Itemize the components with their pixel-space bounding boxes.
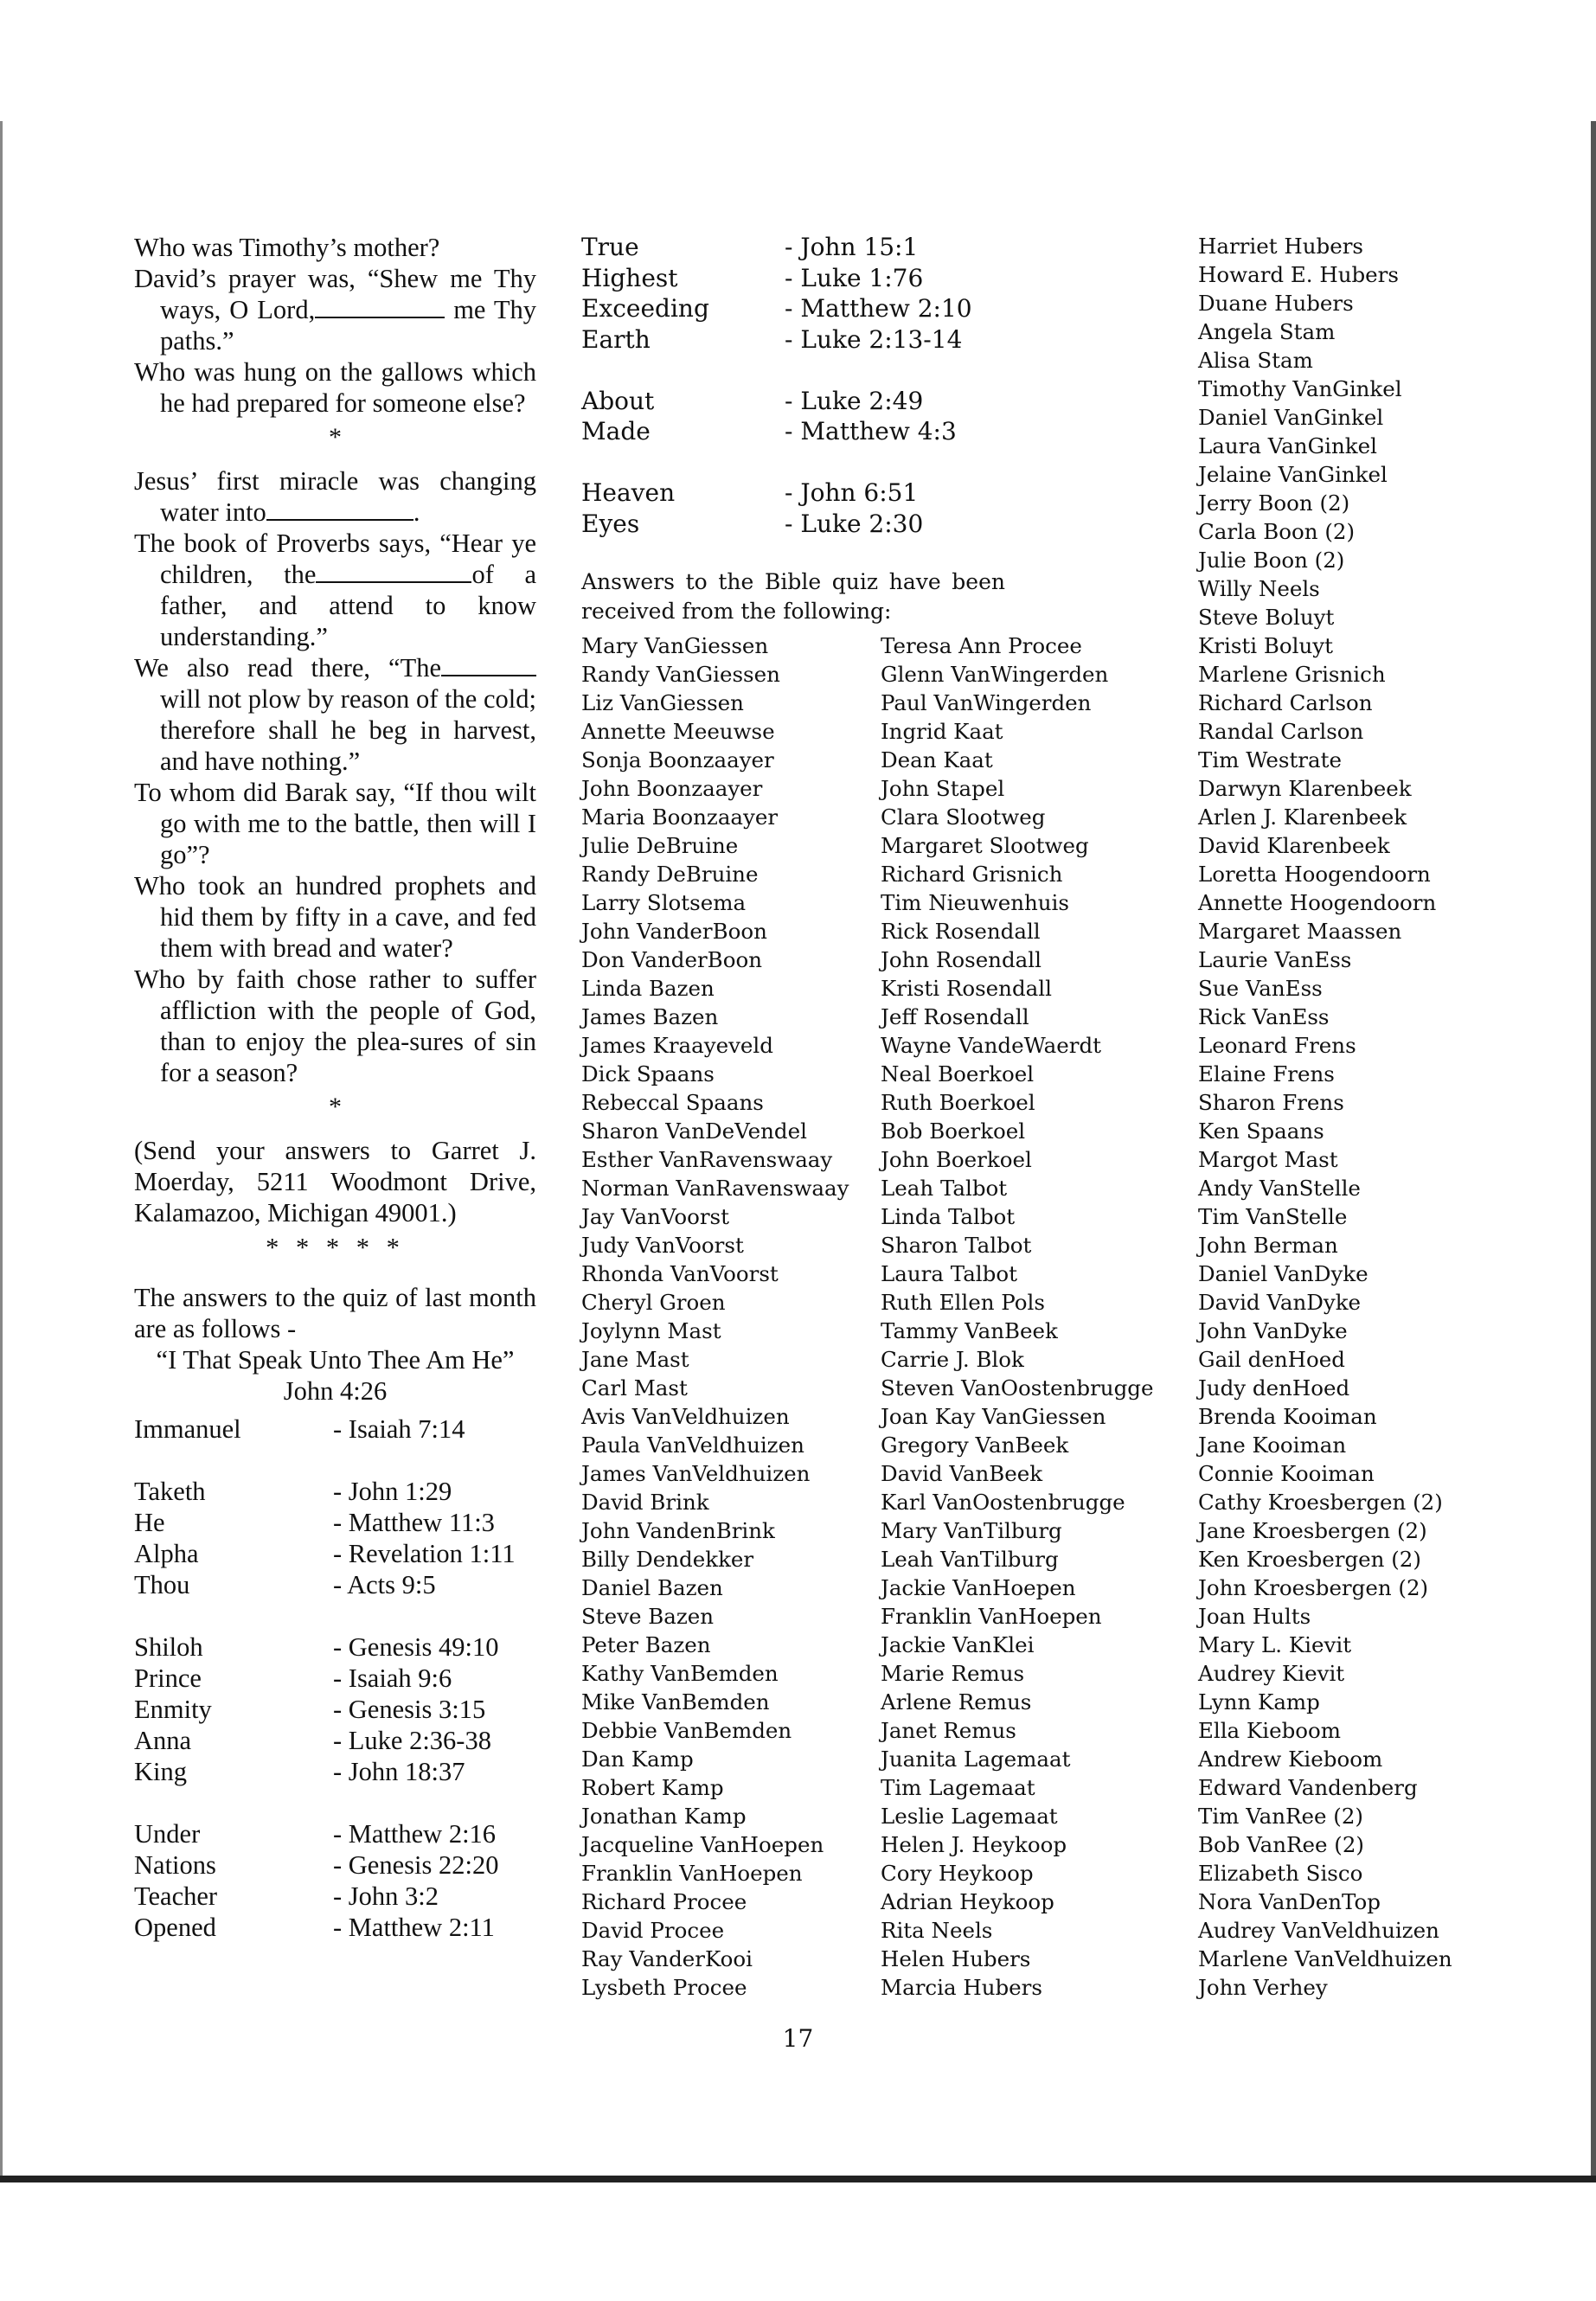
- answer-gap: [581, 355, 1031, 386]
- respondent-name: Randy DeBruine: [581, 862, 759, 887]
- respondent-name: Rick VanEss: [1198, 1004, 1330, 1029]
- respondent-name: David Klarenbeek: [1198, 833, 1390, 858]
- respondent-name: James VanVeldhuizen: [581, 1461, 811, 1486]
- answers-received-intro: Answers to the Bible quiz have been received from the following:: [581, 569, 1005, 624]
- respondent-name: Audrey VanVeldhuizen: [1198, 1918, 1439, 1943]
- respondent-name: Maria Boonzaayer: [581, 804, 779, 830]
- page-number: 17: [782, 2024, 814, 2053]
- respondent-name: Dean Kaat: [881, 747, 993, 772]
- answer-word: Highest: [581, 263, 678, 292]
- respondent-name: Randy VanGiessen: [581, 662, 780, 687]
- respondent-name: Avis VanVeldhuizen: [581, 1404, 790, 1429]
- respondent-name: Jonathan Kamp: [581, 1804, 747, 1829]
- answer-reference: - Luke 2:13-14: [785, 324, 963, 354]
- respondent-name: John VanderBoon: [581, 919, 767, 944]
- respondent-name: Jerry Boon (2): [1198, 490, 1350, 516]
- respondent-name: Mary VanGiessen: [581, 633, 769, 658]
- answer-gap: [134, 1600, 536, 1631]
- respondent-name: Andrew Kieboom: [1198, 1747, 1383, 1772]
- respondent-name: Willy Neels: [1198, 576, 1320, 601]
- respondent-name: Franklin VanHoepen: [881, 1604, 1102, 1629]
- respondent-name: Neal Boerkoel: [881, 1061, 1035, 1086]
- respondent-name: Juanita Lagemaat: [881, 1747, 1071, 1772]
- respondent-name: Rebeccal Spaans: [581, 1090, 764, 1115]
- respondent-name: Kathy VanBemden: [581, 1661, 779, 1686]
- answer-row: [581, 416, 1031, 447]
- respondent-name: Lysbeth Procee: [581, 1975, 747, 2000]
- respondent-name: Jane Mast: [581, 1347, 689, 1372]
- respondent-name: John VanDyke: [1198, 1318, 1348, 1343]
- respondent-name: Harriet Hubers: [1198, 234, 1363, 259]
- respondent-name: Don VanderBoon: [581, 947, 762, 972]
- respondent-name: Leonard Frens: [1198, 1033, 1356, 1058]
- page-edge-bottom: [0, 2176, 1596, 2182]
- answer-word: Exceeding: [581, 294, 709, 323]
- answer-reference: - Genesis 3:15: [333, 1695, 486, 1724]
- names-list-1: [581, 631, 849, 2002]
- respondent-name: John Boerkoel: [881, 1147, 1032, 1172]
- respondent-name: Gregory VanBeek: [881, 1433, 1069, 1458]
- answer-word: King: [134, 1757, 187, 1786]
- respondent-name: Rick Rosendall: [881, 919, 1041, 944]
- respondent-name: Andy VanStelle: [1198, 1176, 1361, 1201]
- respondent-name: Jane Kroesbergen (2): [1198, 1518, 1427, 1543]
- respondent-name: Robert Kamp: [581, 1775, 724, 1800]
- respondent-name: Tim VanStelle: [1198, 1204, 1348, 1229]
- respondent-name: Tim Nieuwenhuis: [881, 890, 1069, 915]
- answer-gap: [134, 1445, 536, 1476]
- quiz-question: To whom did Barak say, “If thou wilt go with me to the battle, then will I go”?: [134, 778, 536, 869]
- respondent-name: Bob Boerkoel: [881, 1118, 1026, 1144]
- respondent-name: Marie Remus: [881, 1661, 1025, 1686]
- answer-word: Taketh: [134, 1477, 206, 1506]
- respondent-name: Franklin VanHoepen: [581, 1861, 803, 1886]
- answer-blank: [441, 654, 536, 676]
- answer-row: [581, 293, 1031, 324]
- respondent-name: Brenda Kooiman: [1198, 1404, 1377, 1429]
- answer-word: Anna: [134, 1726, 192, 1755]
- answer-reference: - Matthew 11:3: [333, 1508, 495, 1537]
- respondent-name: Richard Procee: [581, 1889, 747, 1914]
- answer-blank: [266, 498, 413, 521]
- answer-word: Enmity: [134, 1695, 212, 1724]
- respondent-name: Ruth Ellen Pols: [881, 1290, 1045, 1315]
- question-text: me Thy paths.”: [160, 295, 537, 356]
- respondent-name: Cheryl Groen: [581, 1290, 726, 1315]
- respondent-name: Arlen J. Klarenbeek: [1198, 804, 1407, 830]
- respondent-name: Ray VanderKooi: [581, 1946, 753, 1971]
- respondent-name: Laura VanGinkel: [1198, 433, 1377, 458]
- respondent-name: Sharon Talbot: [881, 1233, 1032, 1258]
- quiz-question: Who was hung on the gallows which he had prepared for someone else?: [134, 357, 536, 418]
- quiz-question: [134, 465, 536, 528]
- respondent-name: Duane Hubers: [1198, 291, 1354, 316]
- respondent-name: Timothy VanGinkel: [1198, 376, 1402, 401]
- respondent-name: Elaine Frens: [1198, 1061, 1335, 1086]
- respondent-name: Jelaine VanGinkel: [1198, 462, 1388, 487]
- respondent-name: Ken Kroesbergen (2): [1198, 1547, 1421, 1572]
- question-text: will not plow by reason of the cold; therefore shall he beg in harvest, and have nothing.”: [160, 684, 536, 776]
- respondent-name: Ken Spaans: [1198, 1118, 1324, 1144]
- respondent-name: Gail denHoed: [1198, 1347, 1345, 1372]
- answer-reference: - John 15:1: [785, 233, 919, 261]
- respondent-name: Tim VanRee (2): [1198, 1804, 1363, 1829]
- answer-row: [581, 232, 1031, 263]
- respondent-name: Cory Heykoop: [881, 1861, 1034, 1886]
- respondent-name: Sharon VanDeVendel: [581, 1118, 807, 1144]
- respondent-name: Debbie VanBemden: [581, 1718, 792, 1743]
- send-answers-note: (Send your answers to Garret J. Moerday, 5211 Woodmont Drive, Kalamazoo, Michigan 49001.): [134, 1136, 536, 1227]
- respondent-name: Helen Hubers: [881, 1946, 1031, 1971]
- theme-reference: John 4:26: [283, 1376, 388, 1406]
- respondent-name: John Boonzaayer: [581, 776, 763, 801]
- answer-row: [581, 386, 1031, 417]
- respondent-name: Wayne VandeWaerdt: [881, 1033, 1101, 1058]
- respondent-name: Sonja Boonzaayer: [581, 747, 774, 772]
- answer-gap: [581, 447, 1031, 478]
- respondent-name: Joan Hults: [1198, 1604, 1311, 1629]
- separator-star: *: [329, 1093, 342, 1121]
- answer-reference: - Matthew 2:16: [333, 1819, 497, 1849]
- answer-gap: [134, 1787, 536, 1818]
- respondent-name: Richard Carlson: [1198, 690, 1373, 715]
- respondent-name: Larry Slotsema: [581, 890, 747, 915]
- respondent-name: Jane Kooiman: [1198, 1433, 1347, 1458]
- respondent-name: John Kroesbergen (2): [1198, 1575, 1429, 1600]
- respondent-name: Kristi Rosendall: [881, 976, 1052, 1001]
- answers-table-right: [581, 232, 1031, 539]
- respondent-name: Bob VanRee (2): [1198, 1832, 1364, 1857]
- respondent-name: Teresa Ann Procee: [881, 633, 1082, 658]
- respondent-name: Jackie VanKlei: [881, 1632, 1035, 1657]
- respondent-name: Daniel VanDyke: [1198, 1261, 1368, 1286]
- question-text: The book of Proverbs says, “Hear ye children, the: [134, 529, 536, 589]
- answer-reference: - John 1:29: [333, 1477, 452, 1506]
- respondent-name: Margot Mast: [1198, 1147, 1338, 1172]
- answer-word: About: [581, 386, 655, 415]
- respondent-name: Jackie VanHoepen: [881, 1575, 1076, 1600]
- answer-word: Prince: [134, 1663, 202, 1693]
- respondent-name: Dick Spaans: [581, 1061, 715, 1086]
- respondent-name: Margaret Slootweg: [881, 833, 1089, 858]
- answer-word: Made: [581, 417, 651, 445]
- respondent-name: Rita Neels: [881, 1918, 993, 1943]
- answer-reference: - Isaiah 7:14: [333, 1414, 465, 1444]
- question-text: .: [413, 497, 420, 527]
- separator-stars: * * * * *: [266, 1233, 405, 1262]
- respondent-name: Leah Talbot: [881, 1176, 1008, 1201]
- answer-word: Eyes: [581, 509, 640, 538]
- answer-row: [581, 324, 1031, 356]
- respondent-name: Leslie Lagemaat: [881, 1804, 1058, 1829]
- respondent-name: John Rosendall: [881, 947, 1042, 972]
- question-text: Jesus’ first miracle was changing water into: [134, 466, 536, 527]
- answer-reference: - John 6:51: [785, 478, 919, 507]
- respondent-name: Leah VanTilburg: [881, 1547, 1059, 1572]
- answers-table-left: [134, 1413, 536, 1943]
- respondent-name: Elizabeth Sisco: [1198, 1861, 1363, 1886]
- answer-reference: - Matthew 2:10: [785, 294, 972, 323]
- respondent-name: David Brink: [581, 1490, 709, 1515]
- respondent-name: Ruth Boerkoel: [881, 1090, 1035, 1115]
- respondent-name: Tim Westrate: [1198, 747, 1342, 772]
- quiz-question: [134, 528, 536, 652]
- respondent-name: Ella Kieboom: [1198, 1718, 1342, 1743]
- respondent-name: John VandenBrink: [581, 1518, 775, 1543]
- respondent-name: Linda Bazen: [581, 976, 715, 1001]
- respondent-name: Liz VanGiessen: [581, 690, 744, 715]
- respondent-name: Paul VanWingerden: [881, 690, 1092, 715]
- answer-word: Nations: [134, 1850, 216, 1880]
- answer-row: [581, 478, 1031, 509]
- respondent-name: Arlene Remus: [881, 1689, 1032, 1715]
- respondent-name: Sharon Frens: [1198, 1090, 1344, 1115]
- last-month-intro: The answers to the quiz of last month are as follows -: [134, 1283, 536, 1343]
- answer-word: Heaven: [581, 478, 676, 507]
- respondent-name: Rhonda VanVoorst: [581, 1261, 779, 1286]
- answer-word: Alpha: [134, 1539, 199, 1568]
- respondent-name: John Berman: [1198, 1233, 1338, 1258]
- respondent-name: Glenn VanWingerden: [881, 662, 1109, 687]
- respondent-name: David Procee: [581, 1918, 725, 1943]
- respondent-name: Joylynn Mast: [581, 1318, 721, 1343]
- respondent-name: Loretta Hoogendoorn: [1198, 862, 1431, 887]
- respondent-name: Karl VanOostenbrugge: [881, 1490, 1125, 1515]
- answer-row: [581, 263, 1031, 294]
- answer-reference: - Genesis 49:10: [333, 1632, 499, 1662]
- respondent-name: Carl Mast: [581, 1375, 688, 1400]
- respondent-name: Jay VanVoorst: [581, 1204, 729, 1229]
- question-text: of a father, and attend to know understanding.”: [160, 560, 536, 651]
- page-edge-left: [0, 121, 3, 2180]
- answer-reference: - John 3:2: [333, 1881, 439, 1911]
- respondent-name: Norman VanRavenswaay: [581, 1176, 849, 1201]
- answer-blank: [315, 296, 445, 318]
- respondent-name: Annette Meeuwse: [581, 719, 775, 744]
- answer-word: True: [581, 233, 639, 261]
- respondent-name: Laurie VanEss: [1198, 947, 1352, 972]
- answer-word: Under: [134, 1819, 201, 1849]
- respondent-name: Howard E. Hubers: [1198, 262, 1399, 287]
- question-text: David’s prayer was, “Shew me Thy ways, O Lord,: [134, 264, 536, 324]
- respondent-name: John Stapel: [881, 776, 1005, 801]
- question-text: We also read there, “The: [134, 653, 441, 683]
- respondent-name: David VanBeek: [881, 1461, 1043, 1486]
- respondent-name: Esther VanRavenswaay: [581, 1147, 833, 1172]
- respondent-name: Julie Boon (2): [1198, 548, 1345, 573]
- quiz-question: [134, 263, 536, 356]
- respondent-name: Janet Remus: [881, 1718, 1016, 1743]
- respondent-name: Peter Bazen: [581, 1632, 711, 1657]
- quiz-question: Who took an hundred prophets and hid them by fifty in a cave, and fed them with bread and water?: [134, 871, 536, 963]
- quiz-question: Who was Timothy’s mother?: [134, 233, 440, 262]
- respondent-name: James Kraayeveld: [581, 1033, 773, 1058]
- respondent-name: Judy VanVoorst: [581, 1233, 744, 1258]
- answer-reference: - Matthew 4:3: [785, 417, 957, 445]
- respondent-name: Darwyn Klarenbeek: [1198, 776, 1412, 801]
- theme-line: “I That Speak Unto Thee Am He”: [156, 1345, 515, 1375]
- answer-word: Opened: [134, 1913, 216, 1942]
- answer-blank: [316, 561, 471, 583]
- respondent-name: Carla Boon (2): [1198, 519, 1356, 544]
- page-edge-right: [1591, 121, 1596, 2180]
- respondent-name: Sue VanEss: [1198, 976, 1323, 1001]
- respondent-name: Helen J. Heykoop: [881, 1832, 1067, 1857]
- respondent-name: Adrian Heykoop: [881, 1889, 1054, 1914]
- quiz-question: [134, 652, 536, 777]
- separator-star: *: [329, 423, 342, 452]
- respondent-name: Clara Slootweg: [881, 804, 1046, 830]
- respondent-name: Kristi Boluyt: [1198, 633, 1333, 658]
- names-list-3: [1198, 232, 1452, 2002]
- respondent-name: Steven VanOostenbrugge: [881, 1375, 1154, 1400]
- answer-row: [581, 509, 1031, 540]
- respondent-name: Audrey Kievit: [1198, 1661, 1345, 1686]
- respondent-name: Nora VanDenTop: [1198, 1889, 1381, 1914]
- respondent-name: Steve Boluyt: [1198, 605, 1335, 630]
- respondent-name: Dan Kamp: [581, 1747, 694, 1772]
- respondent-name: James Bazen: [581, 1004, 719, 1029]
- respondent-name: Jeff Rosendall: [881, 1004, 1029, 1029]
- respondent-name: Annette Hoogendoorn: [1198, 890, 1437, 915]
- answer-reference: - Revelation 1:11: [333, 1539, 516, 1568]
- respondent-name: John Verhey: [1198, 1975, 1328, 2000]
- respondent-name: Jacqueline VanHoepen: [581, 1832, 824, 1857]
- answer-word: Immanuel: [134, 1414, 241, 1444]
- respondent-name: Paula VanVeldhuizen: [581, 1433, 804, 1458]
- respondent-name: Marcia Hubers: [881, 1975, 1042, 2000]
- answer-word: Thou: [134, 1570, 190, 1599]
- respondent-name: Lynn Kamp: [1198, 1689, 1320, 1715]
- names-list-2: [881, 631, 1153, 2002]
- respondent-name: Marlene VanVeldhuizen: [1198, 1946, 1452, 1971]
- respondent-name: Edward Vandenberg: [1198, 1775, 1418, 1800]
- respondent-name: Tim Lagemaat: [881, 1775, 1035, 1800]
- respondent-name: Alisa Stam: [1198, 348, 1313, 373]
- answer-reference: - John 18:37: [333, 1757, 465, 1786]
- answer-reference: - Genesis 22:20: [333, 1850, 499, 1880]
- answer-reference: - Acts 9:5: [333, 1570, 436, 1599]
- answer-reference: - Luke 2:49: [785, 386, 924, 415]
- answer-word: Earth: [581, 324, 651, 354]
- answer-reference: - Luke 1:76: [785, 263, 924, 292]
- respondent-name: Ingrid Kaat: [881, 719, 1003, 744]
- respondent-name: Mary VanTilburg: [881, 1518, 1062, 1543]
- answer-reference: - Luke 2:36-38: [333, 1726, 491, 1755]
- respondent-name: Daniel Bazen: [581, 1575, 723, 1600]
- quiz-question: Who by faith chose rather to suffer affliction with the people of God, than to enjoy the plea-sures of sin for a season?: [134, 965, 536, 1087]
- answer-word: Teacher: [134, 1881, 218, 1911]
- respondent-name: Mary L. Kievit: [1198, 1632, 1352, 1657]
- answer-reference: - Isaiah 9:6: [333, 1663, 452, 1693]
- respondent-name: Margaret Maassen: [1198, 919, 1402, 944]
- answer-reference: - Matthew 2:11: [333, 1913, 495, 1942]
- respondent-name: Joan Kay VanGiessen: [881, 1404, 1106, 1429]
- respondent-name: Carrie J. Blok: [881, 1347, 1024, 1372]
- quiz-column: [134, 232, 536, 1943]
- respondent-name: Angela Stam: [1198, 319, 1336, 344]
- respondent-name: Cathy Kroesbergen (2): [1198, 1490, 1443, 1515]
- respondent-name: Laura Talbot: [881, 1261, 1017, 1286]
- respondent-name: Judy denHoed: [1198, 1375, 1350, 1400]
- respondent-name: Billy Dendekker: [581, 1547, 754, 1572]
- respondent-name: Tammy VanBeek: [881, 1318, 1058, 1343]
- respondent-name: Daniel VanGinkel: [1198, 405, 1384, 430]
- answer-word: Shiloh: [134, 1632, 203, 1662]
- respondent-name: Marlene Grisnich: [1198, 662, 1386, 687]
- respondent-name: Connie Kooiman: [1198, 1461, 1375, 1486]
- respondent-name: Linda Talbot: [881, 1204, 1016, 1229]
- respondent-name: David VanDyke: [1198, 1290, 1362, 1315]
- answer-word: He: [134, 1508, 165, 1537]
- respondent-name: Richard Grisnich: [881, 862, 1063, 887]
- answer-reference: - Luke 2:30: [785, 509, 924, 538]
- respondent-name: Steve Bazen: [581, 1604, 715, 1629]
- respondent-name: Mike VanBemden: [581, 1689, 770, 1715]
- respondent-name: Randal Carlson: [1198, 719, 1364, 744]
- respondent-name: Julie DeBruine: [581, 833, 739, 858]
